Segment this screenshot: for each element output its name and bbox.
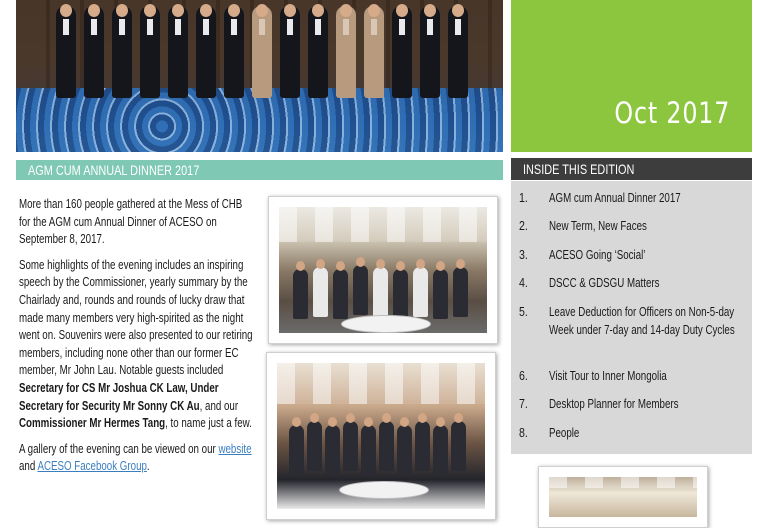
photo-person xyxy=(224,6,244,98)
article-body xyxy=(19,196,253,484)
dinner-photo-2 xyxy=(266,352,496,520)
inside-edition-heading: INSIDE THIS EDITION xyxy=(523,161,635,177)
article-section-title: AGM CUM ANNUAL DINNER 2017 xyxy=(28,162,200,178)
hero-group-photo xyxy=(16,0,503,152)
photo-ceiling xyxy=(277,363,485,404)
dinner-photo-2-image xyxy=(277,363,485,509)
photo-guest xyxy=(373,267,388,317)
toc-number: 5. xyxy=(519,305,528,319)
photo-table xyxy=(339,481,428,499)
issue-date: Oct 2017 xyxy=(614,96,730,130)
guest-commissioner: Commissioner Mr Hermes Tang xyxy=(19,416,166,431)
photo-guest xyxy=(397,425,412,475)
photo-guest xyxy=(379,421,394,471)
photo-person xyxy=(336,6,356,98)
photo-person xyxy=(420,6,440,98)
inside-edition-list xyxy=(511,181,752,454)
photo-guest xyxy=(433,425,448,475)
photo-guest xyxy=(353,265,368,315)
issue-date-panel xyxy=(511,0,752,152)
inside-edition-heading-bar xyxy=(511,158,752,180)
toc-number: 6. xyxy=(519,369,528,383)
photo-person xyxy=(196,6,216,98)
photo-person xyxy=(448,6,468,98)
article-paragraph-3 xyxy=(19,441,253,476)
photo-guest xyxy=(453,267,468,317)
photo-guest xyxy=(325,425,340,475)
sidebar-photo xyxy=(538,466,708,528)
toc-number: 1. xyxy=(519,191,528,205)
toc-text: Desktop Planner for Members xyxy=(549,397,679,411)
photo-guest xyxy=(289,425,304,475)
photo-person xyxy=(252,6,272,98)
photo-guest xyxy=(333,269,348,319)
dinner-photo-1-image xyxy=(279,207,487,333)
toc-text: DSCC & GDSGU Matters xyxy=(549,276,660,290)
article-section-bar xyxy=(16,160,503,180)
toc-number: 3. xyxy=(519,248,528,262)
guest-under-secretary: Under Secretary for Security Mr Sonny CK Au xyxy=(19,380,219,413)
toc-number: 7. xyxy=(519,397,528,411)
photo-person xyxy=(392,6,412,98)
photo-person xyxy=(84,6,104,98)
toc-text: ACESO Going ‘Social’ xyxy=(549,248,646,262)
article-paragraph-2 xyxy=(19,257,253,433)
toc-text: Visit Tour to Inner Mongolia xyxy=(549,369,667,383)
photo-guest xyxy=(433,269,448,319)
toc-number: 2. xyxy=(519,219,528,233)
photo-guest xyxy=(343,421,358,471)
toc-text: People xyxy=(549,426,580,440)
guest-secretary-cs: Secretary for CS Mr Joshua CK Law, xyxy=(19,380,188,395)
para3-and: and xyxy=(19,459,38,474)
photo-ceiling xyxy=(549,477,697,488)
article-paragraph-1: More than 160 people gathered at the Mess of CHB for the AGM cum Annual Dinner of ACESO on September 8, 2017. xyxy=(19,197,243,247)
photo-person xyxy=(308,6,328,98)
photo-person xyxy=(56,6,76,98)
photo-guest xyxy=(313,267,328,317)
toc-number: 8. xyxy=(519,426,528,440)
photo-ceiling xyxy=(279,207,487,242)
photo-guest xyxy=(307,421,322,471)
photo-table xyxy=(341,315,430,333)
photo-person xyxy=(112,6,132,98)
website-link[interactable]: website xyxy=(218,441,252,456)
photo-guest xyxy=(393,269,408,319)
photo-person xyxy=(364,6,384,98)
sidebar-photo-image xyxy=(549,477,697,517)
photo-guest xyxy=(413,267,428,317)
photo-person xyxy=(168,6,188,98)
photo-person xyxy=(140,6,160,98)
photo-person xyxy=(280,6,300,98)
toc-text: AGM cum Annual Dinner 2017 xyxy=(549,191,681,205)
toc-number: 4. xyxy=(519,276,528,290)
photo-guest xyxy=(415,421,430,471)
facebook-group-link[interactable]: ACESO Facebook Group xyxy=(37,459,147,474)
para2-end: , to name just a few. xyxy=(165,416,252,431)
toc-text: New Term, New Faces xyxy=(549,219,647,233)
para3-end: . xyxy=(146,459,150,474)
toc-text: Leave Deduction for Officers on Non-5-day Week under 7-day and 14-day Duty Cycles xyxy=(549,305,735,337)
photo-guest xyxy=(293,269,308,319)
photo-guest xyxy=(361,425,376,475)
dinner-photo-1 xyxy=(268,196,498,344)
photo-guest xyxy=(451,421,466,471)
para2-intro: Some highlights of the evening includes an inspiring speech by the Commissioner, yearly summary by the Chairlady and, rounds and rounds of lucky draw that made many members very high-spirited as the night went on. Souvenirs were also presented to our retiring members, including none other than our former EC member, Mr John Lau. Notable guests included xyxy=(19,257,253,378)
para3-intro: A gallery of the evening can be viewed on our xyxy=(19,441,219,456)
para2-mid: , and our xyxy=(199,398,239,413)
